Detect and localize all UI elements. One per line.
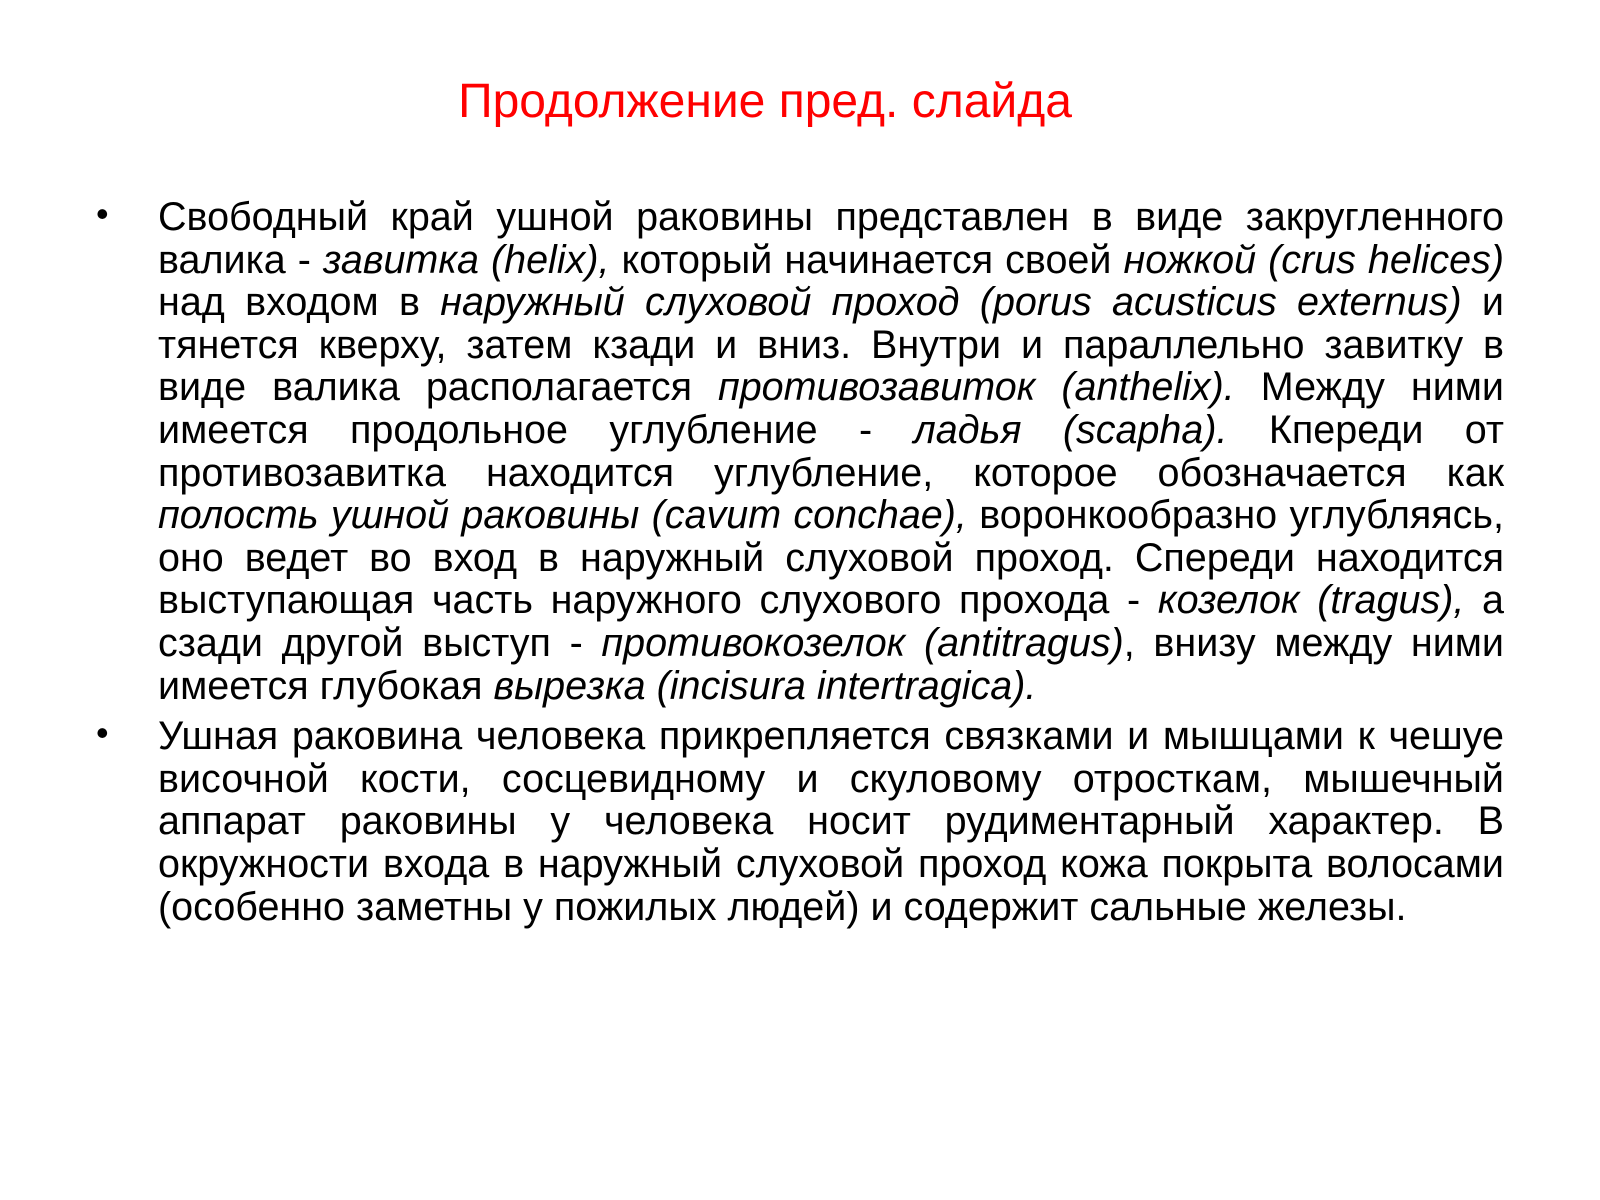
text-segment: воронкообразно углубляясь, оно ведет во вход в наружный слуховой проход. Спереди находится выступающая часть наружного слухового прохода - <box>158 493 1504 623</box>
latin-term: противозавиток (anthelix). <box>717 365 1235 410</box>
text-segment: Ушная раковина человека прикрепляется связками и мышцами к чешуе височной кости, сосцевидному и скуловому отросткам, мышечный аппарат раковины у человека носит рудиментарный характер. В окружности входа в наружный слуховой проход кожа покрыта волосами (особенно заметны у пожилых людей) и содержит сальные железы. <box>158 714 1504 929</box>
bullet-text <box>158 714 1504 928</box>
bullet-dot-icon: • <box>96 193 109 234</box>
latin-term: завитка (helix), <box>322 237 610 282</box>
latin-term: вырезка (incisura intertragica). <box>493 663 1037 708</box>
text-segment: над входом в <box>158 280 441 325</box>
text-segment: , внизу между ними имеется глубокая <box>158 620 1504 708</box>
bullet-item <box>96 712 1504 929</box>
text-segment: и тянется кверху, затем кзади и вниз. Внутри и параллельно завитку в виде валика располагается <box>158 280 1504 410</box>
bullet-dot-icon: • <box>96 712 109 754</box>
latin-term: наружный слуховой проход (porus acusticus externus) <box>440 280 1462 325</box>
slide-title: Продолжение пред. слайда <box>458 75 1072 128</box>
text-segment: а сзади другой выступ - <box>158 578 1504 665</box>
bullet-list <box>96 193 1505 936</box>
latin-term: противокозелок (antitragus) <box>601 620 1124 665</box>
latin-term: козелок (tragus), <box>1157 578 1465 623</box>
latin-term: полость ушной раковины (cavum conchae), <box>158 493 967 538</box>
latin-term: ножкой (crus helices) <box>1123 237 1505 282</box>
latin-term: ладья (scapha). <box>913 407 1228 452</box>
bullet-item <box>96 193 1505 708</box>
text-segment: который начинается своей <box>609 237 1124 282</box>
text-segment: Свободный край ушной раковины представлен в виде закругленного валика - <box>158 195 1504 282</box>
bullet-text <box>158 195 1504 708</box>
text-segment: Кпереди от противозавитка находится углубление, которое обозначается как <box>158 407 1504 495</box>
text-segment: Между ними имеется продольное углубление - <box>158 365 1504 452</box>
